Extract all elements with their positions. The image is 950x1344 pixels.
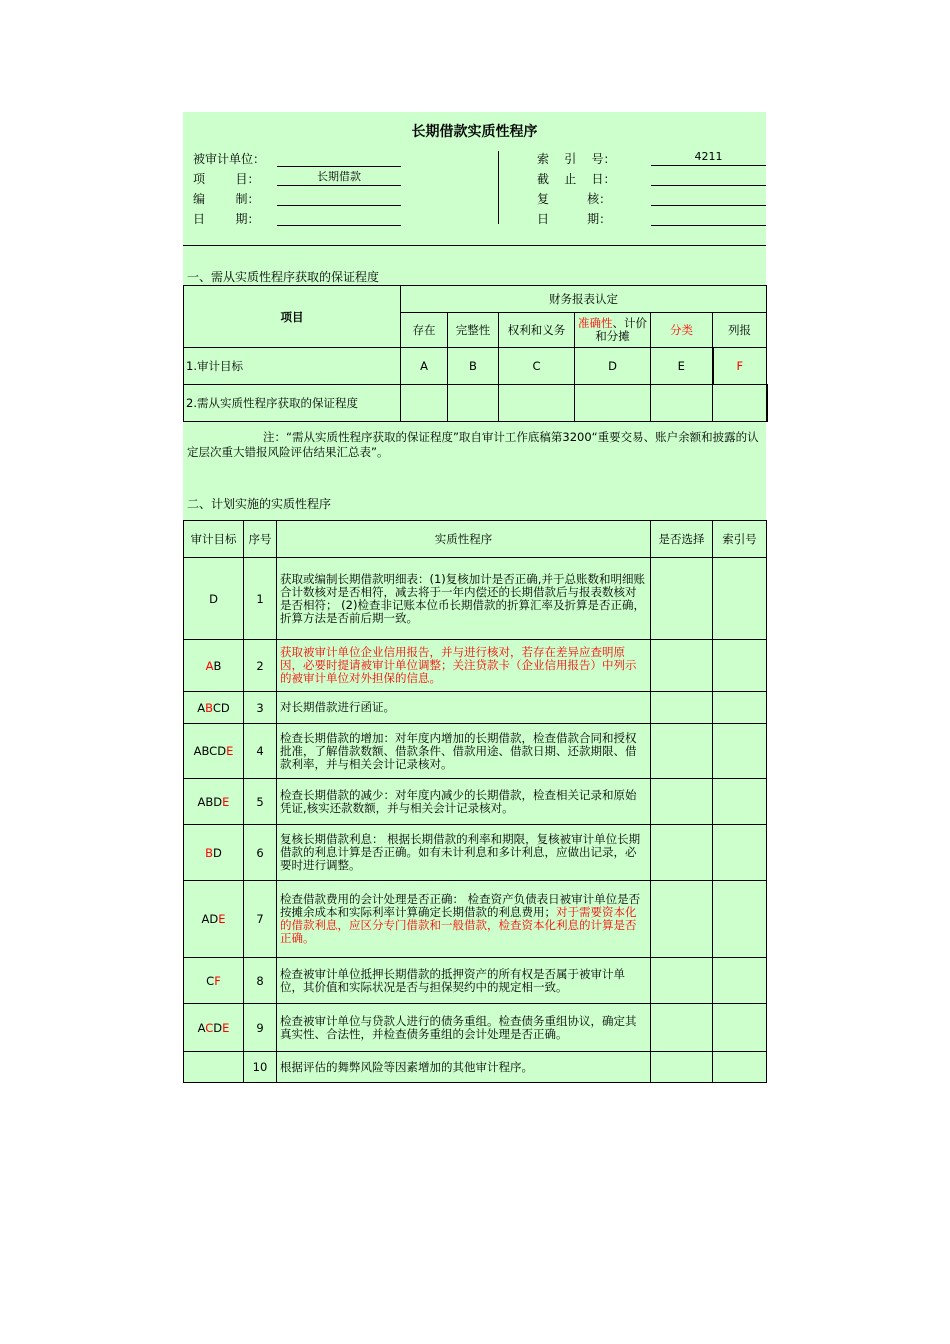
row-target: D	[184, 558, 244, 640]
header-selected: 是否选择	[651, 521, 713, 558]
row-procedure-text: 检查长期借款的增加：对年度内增加的长期借款，检查借款合同和授权批准，了解借款数额、借款条件、借款用途、借款日期、还款期限、借款利率，并与相关会计记录核对。	[277, 724, 651, 779]
row-no: 3	[244, 692, 277, 724]
objective-cell: D	[575, 348, 651, 385]
assurance-table	[183, 285, 768, 422]
objective-cell: E	[651, 348, 713, 385]
row-selected-cell[interactable]	[651, 558, 713, 640]
row-selected-cell[interactable]	[651, 881, 713, 958]
row-no: 1	[244, 558, 277, 640]
row-index-cell[interactable]	[713, 640, 767, 692]
assurance-cell[interactable]	[713, 385, 767, 422]
section2-heading: 二、计划实施的实质性程序	[187, 497, 332, 511]
header-audit-target: 审计目标	[184, 521, 244, 558]
row-procedure-text: 检查长期借款的减少：对年度内减少的长期借款，检查相关记录和原始凭证,核实还款数额，并与相关会计记录核对。	[277, 779, 651, 825]
row-procedure-text: 对长期借款进行函证。	[277, 692, 651, 724]
date-label-left: 日 期：	[193, 212, 260, 226]
row-index-cell[interactable]	[713, 692, 767, 724]
auditee-label: 被审计单位：	[193, 152, 266, 166]
auditee-value[interactable]	[277, 149, 401, 167]
row-procedure-text: 获取被审计单位企业信用报告，并与进行核对，若存在差异应查明原因，必要时提请被审计单位调整；关注贷款卡（企业信用报告）中列示的被审计单位对外担保的信息。	[277, 640, 651, 692]
row-procedure-text: 根据评估的舞弊风险等因素增加的其他审计程序。	[277, 1052, 651, 1083]
row-index-cell[interactable]	[713, 1004, 767, 1052]
row-target: BD	[184, 825, 244, 881]
row-audit-objective: 1.审计目标	[184, 348, 401, 385]
row-index-cell[interactable]	[713, 958, 767, 1004]
header-divider	[498, 151, 499, 224]
row-no: 2	[244, 640, 277, 692]
item-value[interactable]: 长期借款	[277, 168, 401, 186]
row-selected-cell[interactable]	[651, 1004, 713, 1052]
row-no: 10	[244, 1052, 277, 1083]
row-no: 5	[244, 779, 277, 825]
date-value-left[interactable]	[277, 208, 401, 226]
reviewer-label: 复 核：	[537, 192, 612, 206]
col-accuracy: 准确性、计价和分摊	[575, 313, 651, 348]
assurance-cell[interactable]	[575, 385, 651, 422]
objective-cell: F	[713, 348, 767, 385]
row-target: ACDE	[184, 1004, 244, 1052]
row-target: ABCDE	[184, 724, 244, 779]
preparer-value[interactable]	[277, 188, 401, 206]
col-existence: 存在	[401, 313, 448, 348]
header-seq-no: 序号	[244, 521, 277, 558]
objective-cell: C	[499, 348, 575, 385]
row-selected-cell[interactable]	[651, 724, 713, 779]
row-selected-cell[interactable]	[651, 1052, 713, 1083]
row-no: 7	[244, 881, 277, 958]
col-completeness: 完整性	[448, 313, 499, 348]
row-target: AB	[184, 640, 244, 692]
col-classification: 分类	[651, 313, 713, 348]
cutoff-value[interactable]	[651, 168, 766, 186]
row-index-cell[interactable]	[713, 779, 767, 825]
row-no: 6	[244, 825, 277, 881]
row-index-cell[interactable]	[713, 1052, 767, 1083]
row-procedure-text: 检查借款费用的会计处理是否正确： 检查资产负债表日被审计单位是否按摊余成本和实际利率计算确定长期借款的利息费用；对于需要资本化的借款利息，应区分专门借款和一般借款，检查资本化利息的计算是否正确。	[277, 881, 651, 958]
row-procedure-text: 检查被审计单位与贷款人进行的债务重组。检查债务重组协议，确定其真实性、合法性，并检查债务重组的会计处理是否正确。	[277, 1004, 651, 1052]
worksheet	[183, 112, 766, 1082]
row-no: 9	[244, 1004, 277, 1052]
row-target: ABCD	[184, 692, 244, 724]
row-target: CF	[184, 958, 244, 1004]
row-index-cell[interactable]	[713, 881, 767, 958]
row-procedure-text: 获取或编制长期借款明细表：(1)复核加计是否正确,并于总账数和明细账合计数核对是否相符，减去将于一年内偿还的长期借款后与报表数核对是否相符； (2)检查非记账本位币长期借款的折算汇率及折算是否正确，折算方法是否前后期一致。	[277, 558, 651, 640]
assurance-cell[interactable]	[401, 385, 448, 422]
assertion-group-header: 财务报表认定	[401, 286, 767, 313]
row-assurance-level: 2.需从实质性程序获取的保证程度	[184, 385, 401, 422]
row-selected-cell[interactable]	[651, 779, 713, 825]
page-title: 长期借款实质性程序	[411, 124, 538, 140]
row-procedure-text: 检查被审计单位抵押长期借款的抵押资产的所有权是否属于被审计单位，其价值和实际状况是否与担保契约中的规定相一致。	[277, 958, 651, 1004]
item-header: 项目	[184, 286, 401, 348]
row-selected-cell[interactable]	[651, 640, 713, 692]
row-procedure-text: 复核长期借款利息： 根据长期借款的利率和期限，复核被审计单位长期借款的利息计算是否正确。如有未计利息和多计利息，应做出记录，必要时进行调整。	[277, 825, 651, 881]
row-target: ABDE	[184, 779, 244, 825]
row-target	[184, 1052, 244, 1083]
col-rights: 权利和义务	[499, 313, 575, 348]
row-selected-cell[interactable]	[651, 692, 713, 724]
note-text: 注：“需从实质性程序获取的保证程度”取自审计工作底稿第3200“重要交易、账户余额和披露的认定层次重大错报风险评估结果汇总表”。	[187, 430, 759, 459]
row-no: 8	[244, 958, 277, 1004]
row-index-cell[interactable]	[713, 825, 767, 881]
header-bottom-rule	[183, 245, 766, 246]
row-no: 4	[244, 724, 277, 779]
header-index-no: 索引号	[713, 521, 767, 558]
row-index-cell[interactable]	[713, 558, 767, 640]
row-selected-cell[interactable]	[651, 958, 713, 1004]
index-no-label: 索 引 号：	[537, 152, 616, 166]
reviewer-value[interactable]	[651, 188, 766, 206]
objective-cell: A	[401, 348, 448, 385]
header-procedure: 实质性程序	[277, 521, 651, 558]
assurance-cell[interactable]	[499, 385, 575, 422]
row-target: ADE	[184, 881, 244, 958]
objective-cell: B	[448, 348, 499, 385]
index-no-value[interactable]: 4211	[651, 148, 766, 166]
preparer-label: 编 制：	[193, 192, 260, 206]
item-label: 项 目：	[193, 172, 260, 186]
cutoff-label: 截 止 日：	[537, 172, 616, 186]
procedures-table	[183, 520, 767, 1083]
date-label-right: 日 期：	[537, 212, 612, 226]
row-selected-cell[interactable]	[651, 825, 713, 881]
section1-heading: 一、需从实质性程序获取的保证程度	[187, 270, 380, 284]
assurance-cell[interactable]	[651, 385, 713, 422]
row-index-cell[interactable]	[713, 724, 767, 779]
assurance-cell[interactable]	[448, 385, 499, 422]
col-presentation: 列报	[713, 313, 767, 348]
date-value-right[interactable]	[651, 208, 766, 226]
